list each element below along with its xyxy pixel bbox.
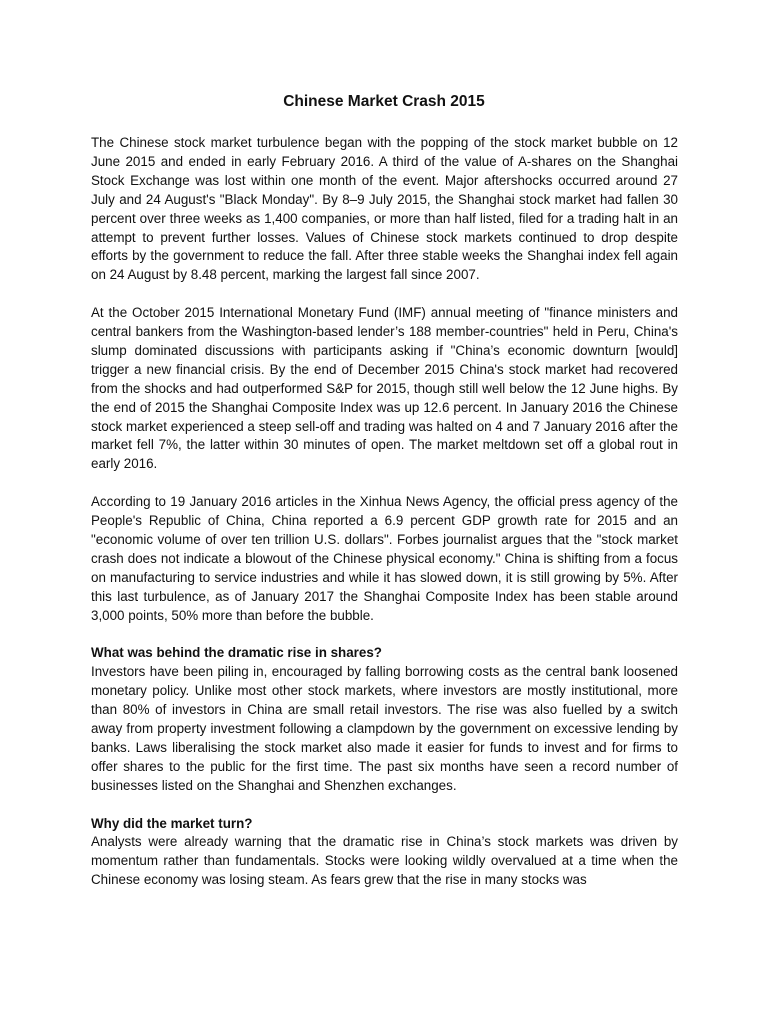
paragraph-2: At the October 2015 International Monetary Fund (IMF) annual meeting of "finance ministers and central bankers from the Washington-based lender’s 188 member-countries" held in Peru, China's slump dominated discussions with participants asking if "China’s economic downturn [would] trigger a new financial crisis. By the end of December 2015 China's stock market had recovered from the shocks and had outperformed S&P for 2015, though still well below the 12 June highs. By the end of 2015 the Shanghai Composite Index was up 12.6 percent. In January 2016 the Chinese stock market experienced a steep sell-off and trading was halted on 4 and 7 January 2016 after the market fell 7%, the latter within 30 minutes of open. The market meltdown set off a global rout in early 2016.: [91, 305, 678, 472]
document-body: [91, 134, 678, 890]
section-heading-turn: Why did the market turn?: [91, 815, 253, 831]
section-text-rise: Investors have been piling in, encouraged by falling borrowing costs as the central bank loosened monetary policy. Unlike most other stock markets, where investors are mostly institutional, more than 80% of investors in China are small retail investors. The rise was also fuelled by a switch away from property investment following a clampdown by the government on excessive lending by banks. Laws liberalising the stock market also made it easier for funds to invest and for firms to offer shares to the public for the first time. The past six months have seen a record number of businesses listed on the Shanghai and Shenzhen exchanges.: [91, 664, 678, 793]
document-title: Chinese Market Crash 2015: [283, 93, 485, 110]
section-heading-rise: What was behind the dramatic rise in shares?: [91, 645, 382, 661]
paragraph-1: The Chinese stock market turbulence began with the popping of the stock market bubble on 12 June 2015 and ended in early February 2016. A third of the value of A-shares on the Shanghai Stock Exchange was lost within one month of the event. Major aftershocks occurred around 27 July and 24 August's "Black Monday". By 8–9 July 2015, the Shanghai stock market had fallen 30 percent over three weeks as 1,400 companies, or more than half listed, filed for a trading halt in an attempt to prevent further losses. Values of Chinese stock markets continued to drop despite efforts by the government to reduce the fall. After three stable weeks the Shanghai index fell again on 24 August by 8.48 percent, marking the largest fall since 2007.: [91, 135, 678, 283]
paragraph-3: According to 19 January 2016 articles in the Xinhua News Agency, the official press agency of the People's Republic of China, China reported a 6.9 percent GDP growth rate for 2015 and an "economic volume of over ten trillion U.S. dollars". Forbes journalist argues that the "stock market crash does not indicate a blowout of the Chinese physical economy." China is shifting from a focus on manufacturing to service industries and while it has slowed down, it is still growing by 5%. After this last turbulence, as of January 2017 the Shanghai Composite Index has been stable around 3,000 points, 50% more than before the bubble.: [91, 494, 678, 623]
section-text-turn: Analysts were already warning that the dramatic rise in China’s stock markets was driven by momentum rather than fundamentals. Stocks were looking wildly overvalued at a time when the Chinese economy was losing steam. As fears grew that the rise in many stocks was: [91, 834, 678, 888]
